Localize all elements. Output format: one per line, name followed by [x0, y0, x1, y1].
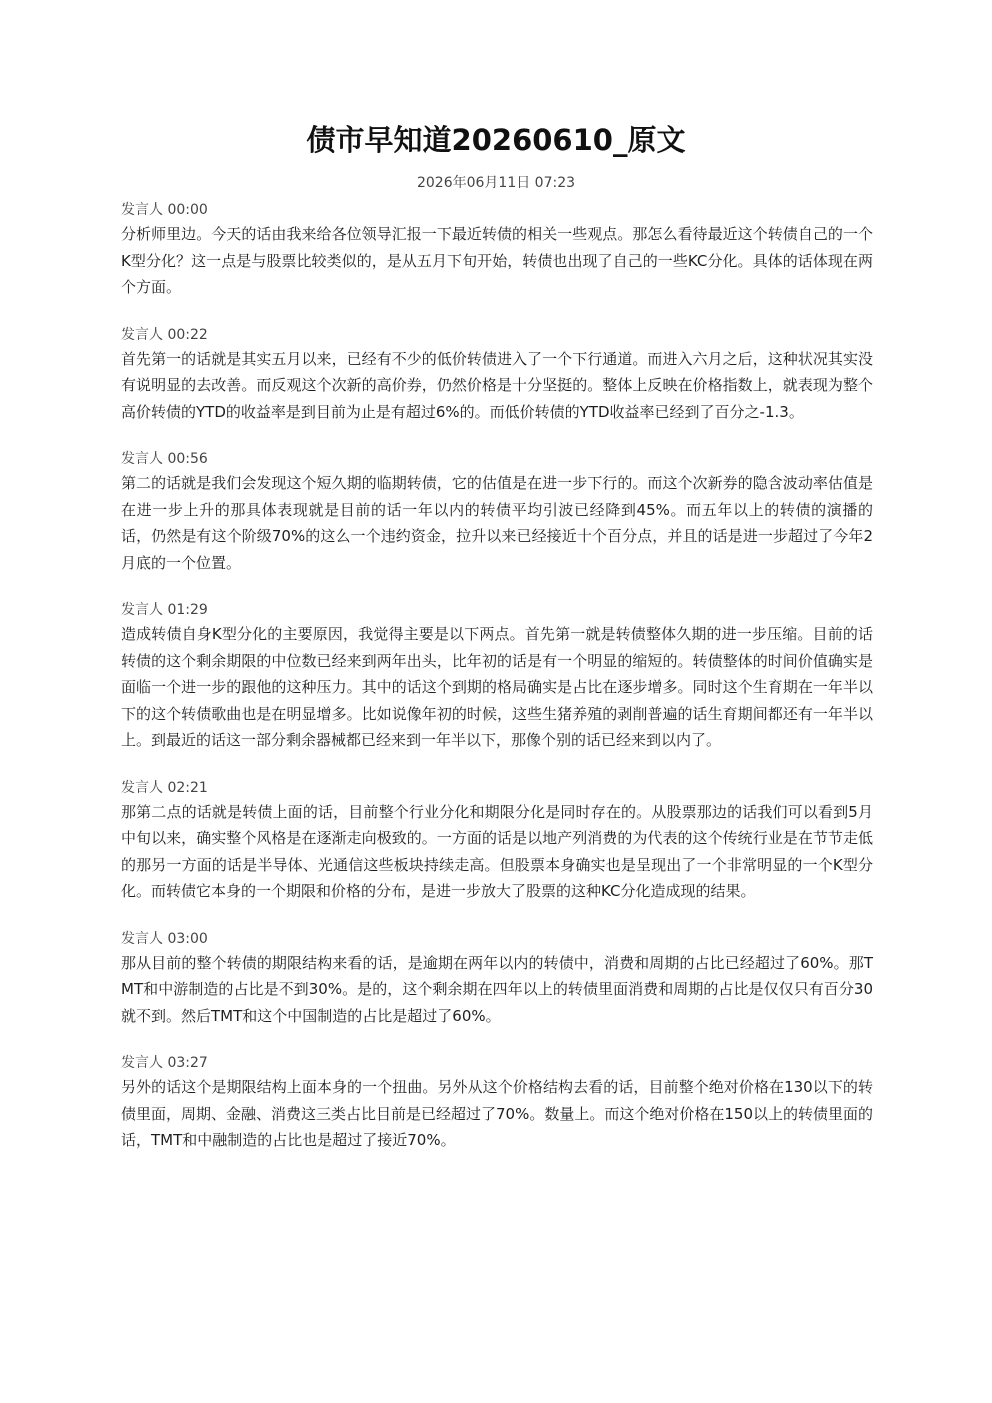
segment-text: 首先第一的话就是其实五月以来，已经有不少的低价转债进入了一个下行通道。而进入六月之后，这种状况其实没有说明显的去改善。而反观这个次新的高价券，仍然价格是十分坚挺的。整体上反映在价格指数上，就表现为整个高价转债的YTD的收益率是到目前为止是有超过6%的。而低价转债的YTD收益率已经到了百分之-1.3。	[121, 349, 873, 421]
speaker-label: 发言人 02:21	[121, 779, 208, 796]
segment-text: 另外的话这个是期限结构上面本身的一个扭曲。另外从这个价格结构去看的话，目前整个绝对价格在130以下的转债里面，周期、金融、消费这三类占比目前是已经超过了70%。数量上。而这个绝对价格在150以上的转债里面的话，TMT和中融制造的占比也是超过了接近70%。	[121, 1078, 873, 1149]
document-timestamp: 2026年06月11日 07:23	[416, 175, 576, 191]
transcript-segment	[121, 448, 873, 576]
speaker-label: 发言人 00:56	[121, 451, 208, 467]
speaker-label: 发言人 01:29	[121, 602, 208, 618]
segment-text: 第二的话就是我们会发现这个短久期的临期转债，它的估值是在进一步下行的。而这个次新券的隐含波动率估值是在进一步上升的那具体表现就是目前的话一年以内的转债平均引波已经降到45%。而五年以上的转债的演播的话，仍然是有这个阶级70%的这么一个违约资金，拉升以来已经接近十个百分点，并且的话是进一步超过了今年2月底的一个位置。	[121, 474, 873, 572]
transcript-segment	[121, 599, 873, 754]
speaker-label: 发言人 03:00	[121, 930, 208, 947]
transcript-segment	[121, 1052, 873, 1154]
transcript-segment	[121, 199, 873, 301]
speaker-label: 发言人 00:00	[121, 202, 208, 218]
segment-text: 造成转债自身K型分化的主要原因，我觉得主要是以下两点。首先第一就是转债整体久期的进一步压缩。目前的话转债的这个剩余期限的中位数已经来到两年出头，比年初的话是有一个明显的缩短的。转债整体的时间价值确实是面临一个进一步的跟他的这种压力。其中的话这个到期的格局确实是占比在逐步增多。同时这个生育期在一年半以下的这个转债歌曲也是在明显增多。比如说像年初的时候，这些生猪养殖的剥削普遍的话生育期间都还有一年半以上。到最近的话这一部分剩余器械都已经来到一年半以下，那像个别的话已经来到以内了。	[121, 625, 873, 749]
transcript-content	[121, 199, 873, 1177]
segment-text: 分析师里边。今天的话由我来给各位领导汇报一下最近转债的相关一些观点。那怎么看待最近这个转债自己的一个K型分化？这一点是与股票比较类似的，是从五月下旬开始，转债也出现了自己的一些KC分化。具体的话体现在两个方面。	[121, 225, 873, 296]
transcript-segment	[121, 777, 873, 905]
segment-text: 那第二点的话就是转债上面的话，目前整个行业分化和期限分化是同时存在的。从股票那边的话我们可以看到5月中旬以来，确实整个风格是在逐渐走向极致的。一方面的话是以地产列消费的为代表的这个传统行业是在节节走低的那另一方面的话是半导体、光通信这些板块持续走高。但股票本身确实也是呈现出了一个非常明显的一个K型分化。而转债它本身的一个期限和价格的分布，是进一步放大了股票的这种KC分化造成现的结果。	[121, 802, 873, 900]
transcript-segment	[121, 324, 873, 426]
segment-text: 那从目前的整个转债的期限结构来看的话，是逾期在两年以内的转债中，消费和周期的占比已经超过了60%。那TMT和中游制造的占比是不到30%。是的，这个剩余期在四年以上的转债里面消费和周期的占比是仅仅只有百分30就不到。然后TMT和这个中国制造的占比是超过了60%。	[121, 953, 873, 1025]
speaker-label: 发言人 03:27	[121, 1055, 208, 1071]
transcript-segment	[121, 928, 873, 1030]
speaker-label: 发言人 00:22	[121, 326, 208, 343]
document-title: 债市早知道20260610_原文	[306, 123, 686, 157]
